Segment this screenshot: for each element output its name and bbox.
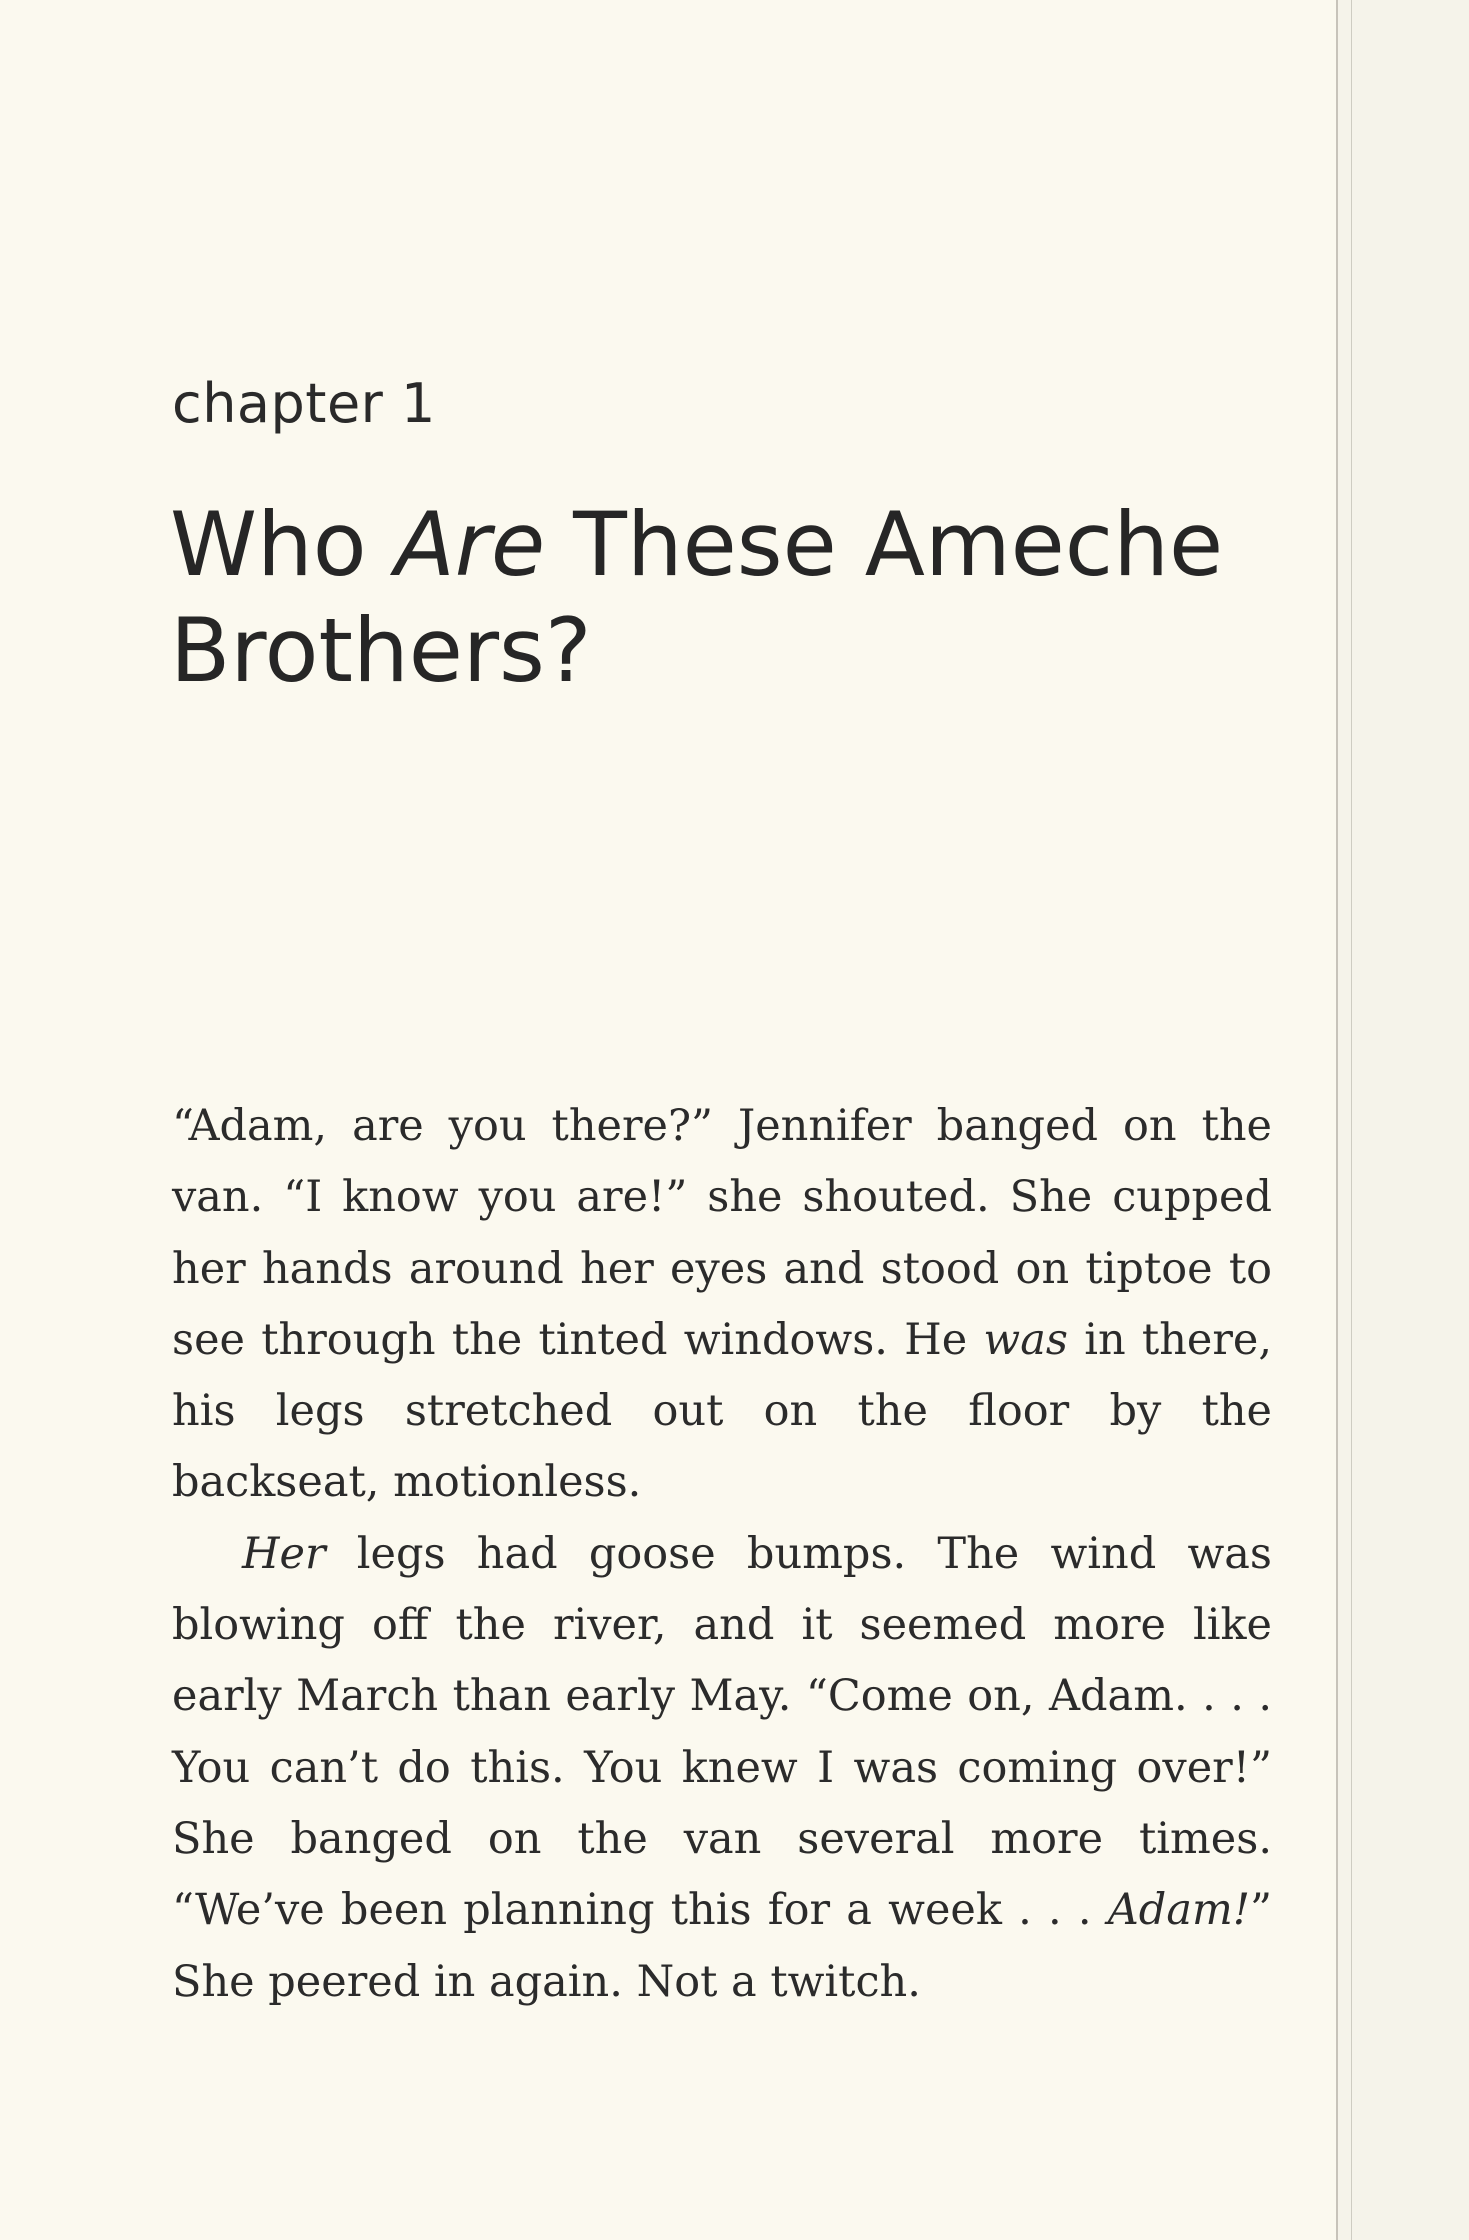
text-segment-italic: Adam! xyxy=(1107,1885,1251,1936)
page-gutter xyxy=(1338,0,1469,2240)
chapter-label: chapter 1 xyxy=(172,372,436,435)
text-segment: in there, his legs stretched out on the floor by the backseat, motionless. xyxy=(172,1314,1272,1508)
gutter-line xyxy=(1336,0,1338,2240)
text-segment: legs had goose bumps. The wind was blowing off the river, and it seemed more like early March than early May. “Come on, Adam. . . . You can’t do this. You knew I was coming over!” She banged on the van several more times. “We’ve been planning this for a week . . . xyxy=(172,1528,1272,1936)
text-segment-italic: Her xyxy=(242,1528,326,1579)
paragraph xyxy=(172,1091,1272,1519)
paragraph xyxy=(172,1519,1272,2018)
chapter-title-part2: These Ameche Brothers? xyxy=(170,493,1224,702)
text-segment-italic: was xyxy=(983,1314,1068,1365)
body-text xyxy=(172,1091,1272,2018)
chapter-title xyxy=(170,492,1290,704)
text-segment: “Adam, are you there?” Jennifer banged on the van. “I know you are!” she shouted. She cupped her hands around her eyes and stood on tiptoe to see through the tinted windows. He xyxy=(172,1101,1272,1365)
chapter-title-emphasis: Are xyxy=(394,493,546,596)
chapter-title-part1: Who xyxy=(170,493,395,596)
gutter-line xyxy=(1351,0,1352,2240)
text-segment: ” She peered in again. Not a twitch. xyxy=(172,1885,1272,2007)
